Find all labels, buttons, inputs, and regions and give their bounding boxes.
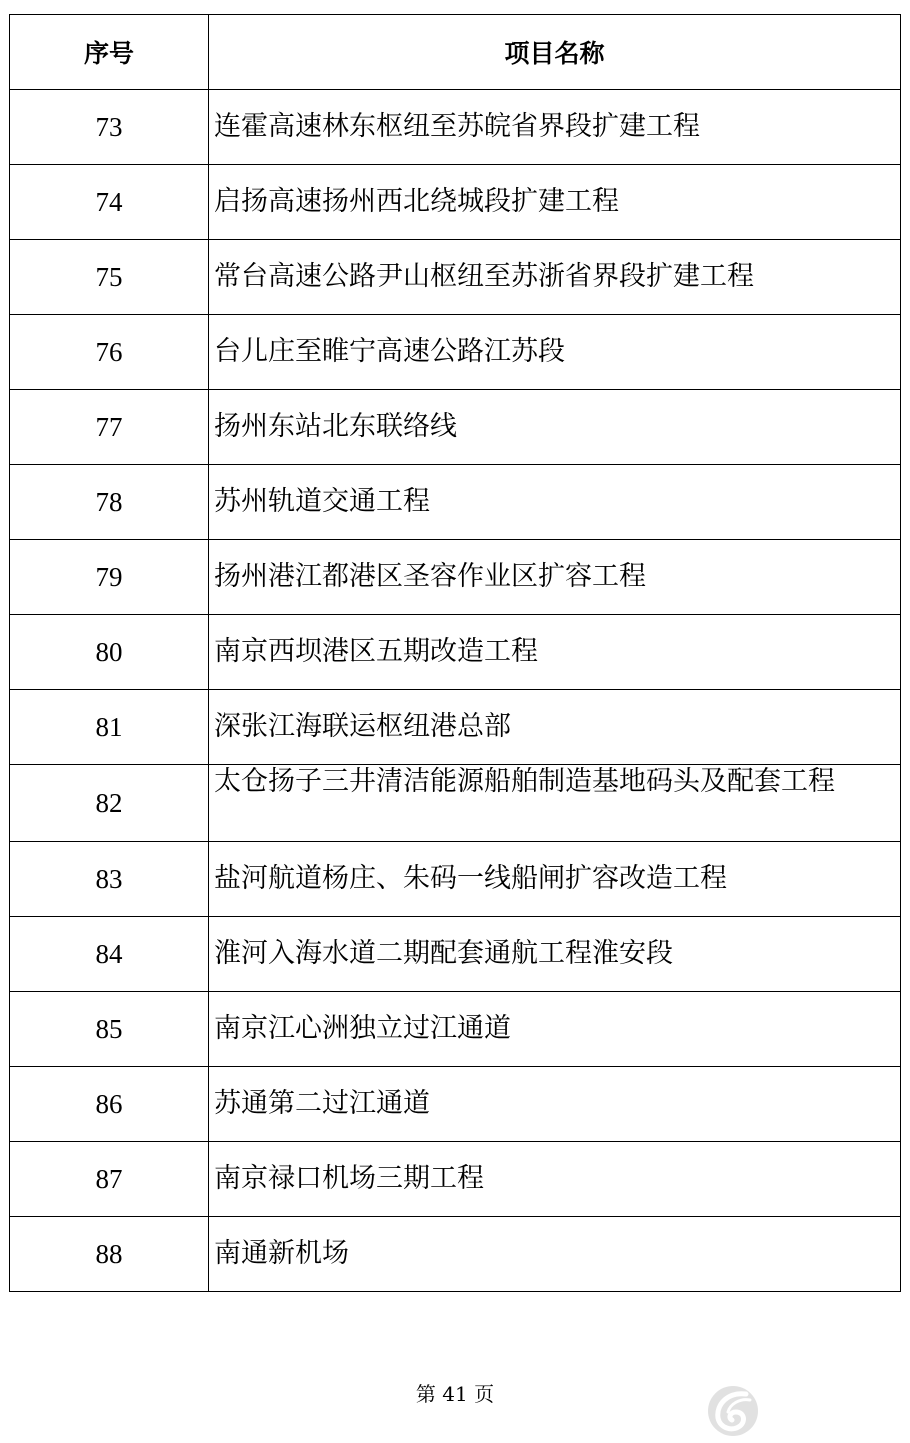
- serial-number-cell: 75: [10, 240, 209, 315]
- table-row: [10, 690, 901, 765]
- project-name-cell: 台儿庄至睢宁高速公路江苏段: [209, 315, 901, 390]
- table-row: [10, 1217, 901, 1292]
- project-name-cell: 盐河航道杨庄、朱码一线船闸扩容改造工程: [209, 842, 901, 917]
- serial-number-cell: 77: [10, 390, 209, 465]
- serial-number-cell: 74: [10, 165, 209, 240]
- table-row: [10, 540, 901, 615]
- table-row: [10, 165, 901, 240]
- logo-swirl-icon: [706, 1384, 760, 1438]
- page-number: 第 41 页: [415, 1382, 495, 1406]
- serial-number-cell: 76: [10, 315, 209, 390]
- project-name-cell: 南京西坝港区五期改造工程: [209, 615, 901, 690]
- project-name-cell: 连霍高速林东枢纽至苏皖省界段扩建工程: [209, 90, 901, 165]
- header-project-name: 项目名称: [209, 15, 901, 90]
- project-name-cell: 南通新机场: [209, 1217, 901, 1292]
- project-name-cell: 淮河入海水道二期配套通航工程淮安段: [209, 917, 901, 992]
- table-body: [10, 90, 901, 1292]
- table-row: [10, 315, 901, 390]
- project-name-cell: 南京禄口机场三期工程: [209, 1142, 901, 1217]
- table-row: [10, 842, 901, 917]
- project-name-cell: 南京江心洲独立过江通道: [209, 992, 901, 1067]
- table-row: [10, 465, 901, 540]
- project-name-cell: 苏州轨道交通工程: [209, 465, 901, 540]
- table-row: [10, 615, 901, 690]
- table-row: [10, 992, 901, 1067]
- serial-number-cell: 82: [10, 765, 209, 842]
- serial-number-cell: 79: [10, 540, 209, 615]
- serial-number-cell: 84: [10, 917, 209, 992]
- serial-number-cell: 85: [10, 992, 209, 1067]
- project-name-cell: 启扬高速扬州西北绕城段扩建工程: [209, 165, 901, 240]
- table-row: [10, 90, 901, 165]
- project-name-cell: 扬州东站北东联络线: [209, 390, 901, 465]
- serial-number-cell: 78: [10, 465, 209, 540]
- table-row: [10, 1067, 901, 1142]
- serial-number-cell: 87: [10, 1142, 209, 1217]
- serial-number-cell: 88: [10, 1217, 209, 1292]
- project-name-cell: 太仓扬子三井清洁能源船舶制造基地码头及配套工程: [209, 765, 901, 842]
- serial-number-cell: 86: [10, 1067, 209, 1142]
- serial-number-cell: 80: [10, 615, 209, 690]
- serial-number-cell: 83: [10, 842, 209, 917]
- table-header-row: [10, 15, 901, 90]
- table-row: [10, 390, 901, 465]
- project-table: [9, 14, 901, 1292]
- table-row: [10, 917, 901, 992]
- project-name-cell: 深张江海联运枢纽港总部: [209, 690, 901, 765]
- serial-number-cell: 81: [10, 690, 209, 765]
- project-name-cell: 常台高速公路尹山枢纽至苏浙省界段扩建工程: [209, 240, 901, 315]
- project-name-cell: 扬州港江都港区圣容作业区扩容工程: [209, 540, 901, 615]
- table-row: [10, 765, 901, 842]
- table-row: [10, 1142, 901, 1217]
- project-name-cell: 苏通第二过江通道: [209, 1067, 901, 1142]
- header-serial-number: 序号: [10, 15, 209, 90]
- table-row: [10, 240, 901, 315]
- serial-number-cell: 73: [10, 90, 209, 165]
